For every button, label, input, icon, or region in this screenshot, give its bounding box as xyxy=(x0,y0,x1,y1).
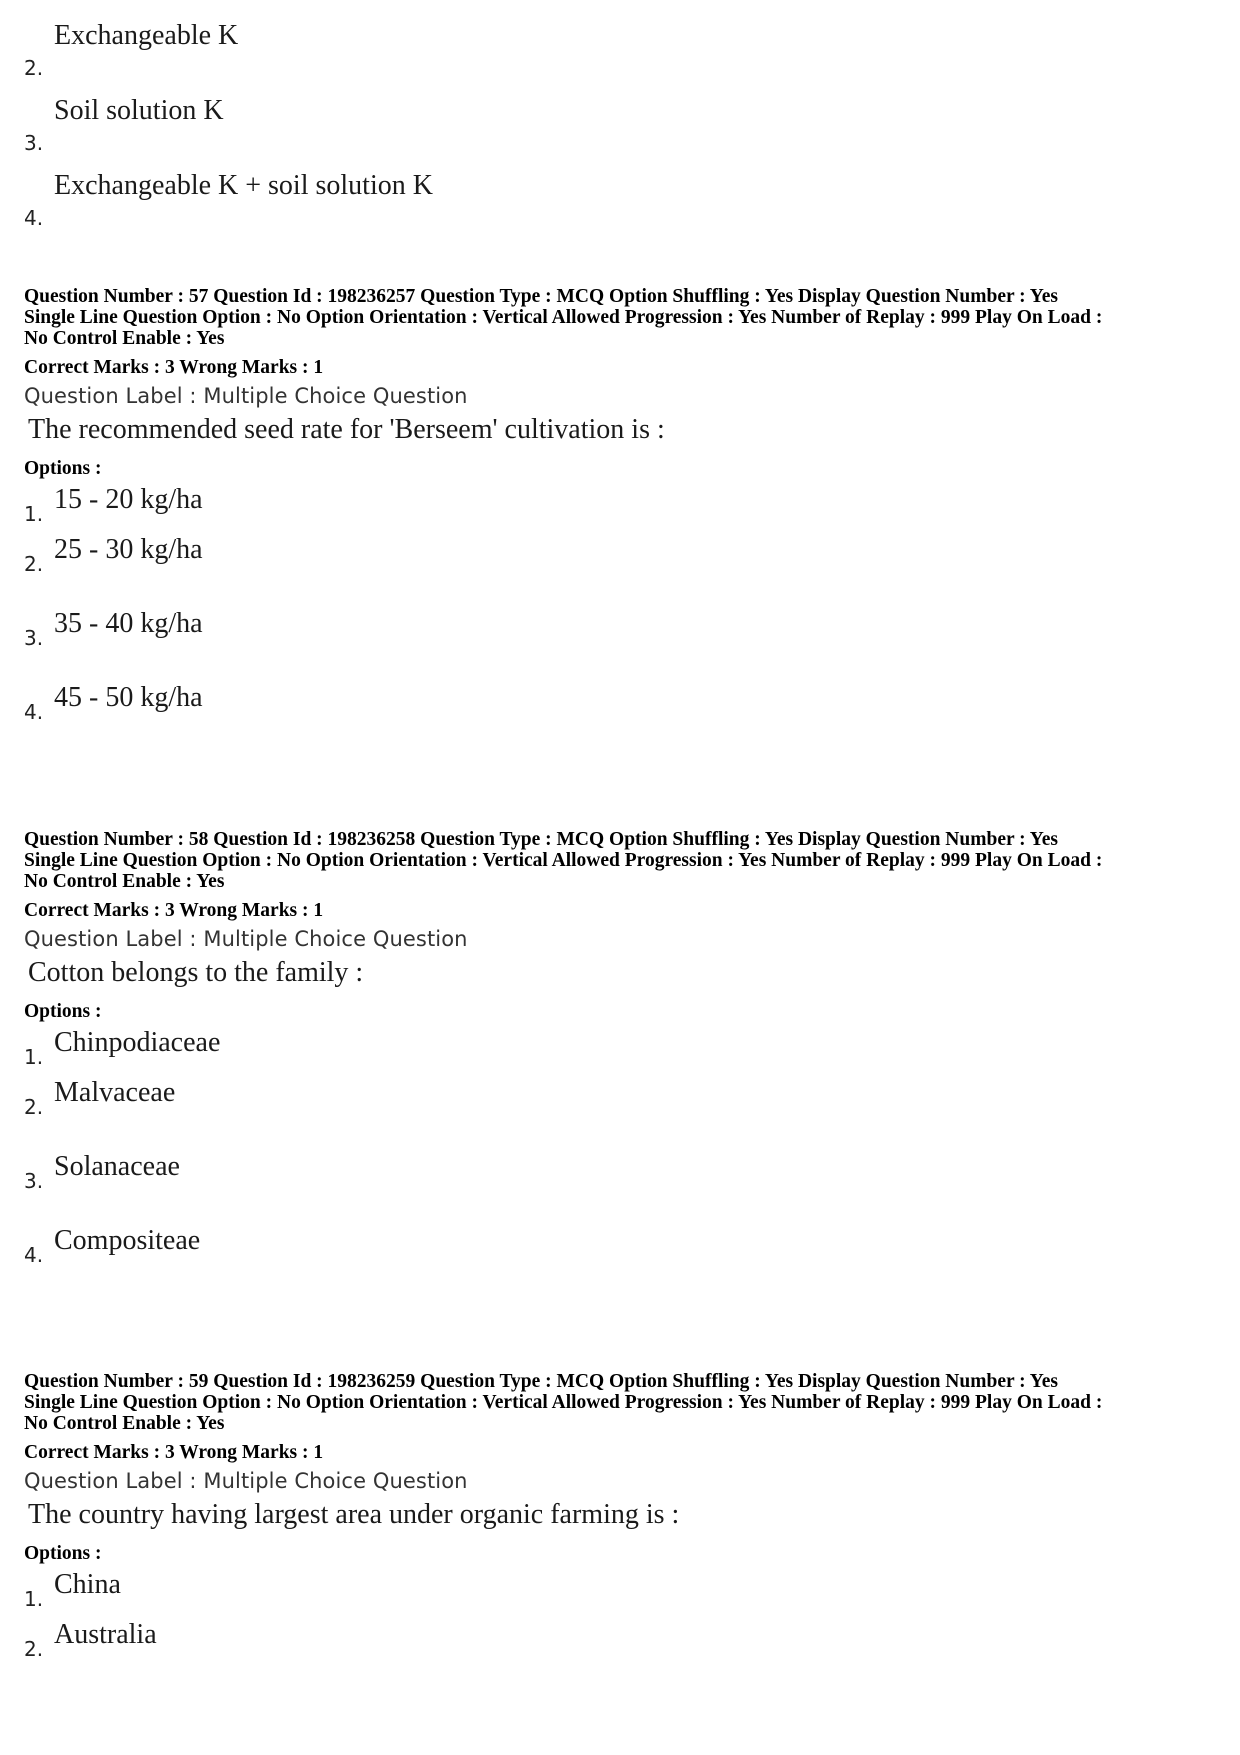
option-number: 1. xyxy=(24,502,44,526)
meta-line: Single Line Question Option : No Option Orientation : Vertical Allowed Progression : Yes Number of Replay : 999 Play On Load : xyxy=(24,850,1103,871)
options-label: Options : xyxy=(24,1001,102,1022)
option-text: Exchangeable K xyxy=(54,20,239,51)
options-label: Options : xyxy=(24,458,102,479)
option-number: 4. xyxy=(24,700,44,724)
option-2[interactable] xyxy=(24,1615,1124,1689)
option-number: 1. xyxy=(24,1587,44,1611)
option-4[interactable] xyxy=(24,678,1124,752)
question-text: The country having largest area under organic farming is : xyxy=(28,1499,680,1530)
meta-line: Single Line Question Option : No Option Orientation : Vertical Allowed Progression : Yes Number of Replay : 999 Play On Load : xyxy=(24,307,1103,328)
question-label: Question Label : Multiple Choice Question xyxy=(24,1469,468,1493)
question-meta xyxy=(24,1371,1219,1434)
option-number: 3. xyxy=(24,626,44,650)
option-number: 1. xyxy=(24,1045,44,1069)
meta-line: Question Number : 58 Question Id : 198236258 Question Type : MCQ Option Shuffling : Yes Display Question Number : Yes xyxy=(24,829,1058,850)
option-number: 4. xyxy=(24,206,44,230)
option-1[interactable] xyxy=(24,1565,1124,1615)
question-meta xyxy=(24,829,1219,892)
question-block-57 xyxy=(24,286,1224,752)
meta-line: No Control Enable : Yes xyxy=(24,871,225,892)
option-1[interactable] xyxy=(24,1023,1124,1073)
meta-line: No Control Enable : Yes xyxy=(24,328,225,349)
option-text: 35 - 40 kg/ha xyxy=(54,608,203,639)
prev-option-3 xyxy=(24,95,1124,155)
option-3[interactable] xyxy=(24,1147,1124,1221)
option-number: 3. xyxy=(24,131,44,155)
question-label: Question Label : Multiple Choice Question xyxy=(24,384,468,408)
options-list xyxy=(24,1565,1224,1689)
options-label: Options : xyxy=(24,1543,102,1564)
option-number: 2. xyxy=(24,552,44,576)
option-text: Soil solution K xyxy=(54,95,224,126)
option-number: 2. xyxy=(24,56,44,80)
option-text: Solanaceae xyxy=(54,1151,180,1182)
question-label: Question Label : Multiple Choice Question xyxy=(24,927,468,951)
prev-option-2 xyxy=(24,20,1124,80)
option-2[interactable] xyxy=(24,530,1124,604)
question-block-59 xyxy=(24,1371,1224,1689)
options-list xyxy=(24,480,1224,752)
option-1[interactable] xyxy=(24,480,1124,530)
option-number: 3. xyxy=(24,1169,44,1193)
question-block-58 xyxy=(24,829,1224,1295)
meta-line: Question Number : 57 Question Id : 198236257 Question Type : MCQ Option Shuffling : Yes Display Question Number : Yes xyxy=(24,286,1058,307)
option-text: Australia xyxy=(54,1619,157,1650)
option-number: 2. xyxy=(24,1095,44,1119)
option-text: 45 - 50 kg/ha xyxy=(54,682,203,713)
question-meta xyxy=(24,286,1219,349)
options-list xyxy=(24,1023,1224,1295)
option-text: 15 - 20 kg/ha xyxy=(54,484,203,515)
meta-line: Single Line Question Option : No Option Orientation : Vertical Allowed Progression : Yes Number of Replay : 999 Play On Load : xyxy=(24,1392,1103,1413)
meta-line: Question Number : 59 Question Id : 198236259 Question Type : MCQ Option Shuffling : Yes Display Question Number : Yes xyxy=(24,1371,1058,1392)
option-text: Compositeae xyxy=(54,1225,201,1256)
marks-info: Correct Marks : 3 Wrong Marks : 1 xyxy=(24,900,324,921)
question-text: Cotton belongs to the family : xyxy=(28,957,364,988)
option-text: Malvaceae xyxy=(54,1077,176,1108)
option-3[interactable] xyxy=(24,604,1124,678)
option-text: 25 - 30 kg/ha xyxy=(54,534,203,565)
option-text: Exchangeable K + soil solution K xyxy=(54,170,433,201)
marks-info: Correct Marks : 3 Wrong Marks : 1 xyxy=(24,1442,324,1463)
option-text: China xyxy=(54,1569,121,1600)
marks-info: Correct Marks : 3 Wrong Marks : 1 xyxy=(24,357,324,378)
option-2[interactable] xyxy=(24,1073,1124,1147)
option-4[interactable] xyxy=(24,1221,1124,1295)
question-text: The recommended seed rate for 'Berseem' cultivation is : xyxy=(28,414,665,445)
option-text: Chinpodiaceae xyxy=(54,1027,221,1058)
prev-option-4 xyxy=(24,170,1124,230)
option-number: 4. xyxy=(24,1243,44,1267)
option-number: 2. xyxy=(24,1637,44,1661)
meta-line: No Control Enable : Yes xyxy=(24,1413,225,1434)
